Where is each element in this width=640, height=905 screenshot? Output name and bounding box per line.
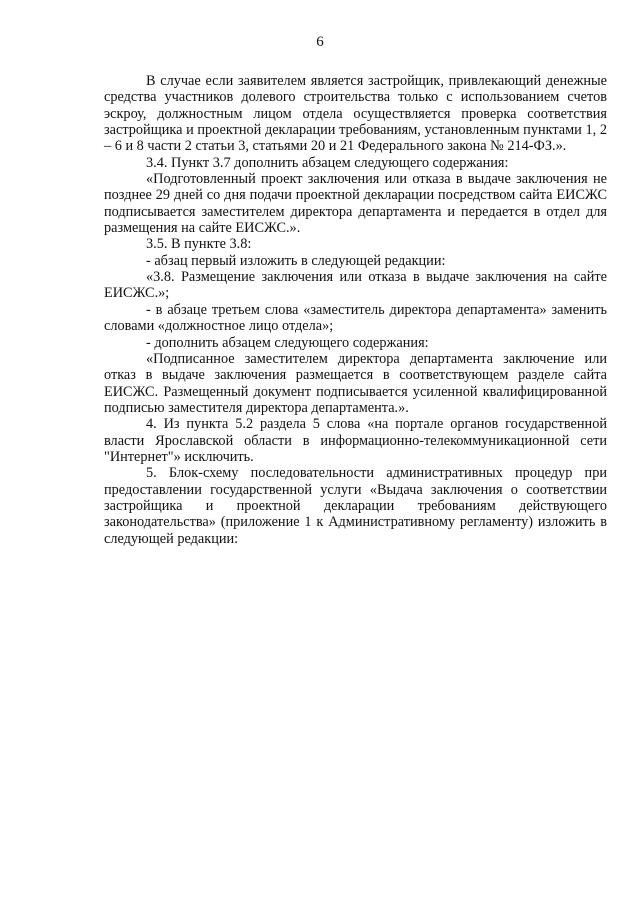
paragraph-escrow-check: В случае если заявителем является застройщик, привлекающий денежные средства участников долевого строительства только с использованием счетов эскроу, должностным лицом отдела осуществляется проверка соответствия застройщика и проектной декларации требованиям, установленным пунктами 1, 2 – 6 и 8 части 2 статьи 3, статьями 20 и 21 Федерального закона № 214-ФЗ.». xyxy=(104,73,607,155)
paragraph-4: 4. Из пункта 5.2 раздела 5 слова «на портале органов государственной власти Ярославской области в информационно-телекоммуникационной сети "Интернет"» исключить. xyxy=(104,416,607,465)
paragraph-3-7-addition: «Подготовленный проект заключения или отказа в выдаче заключения не позднее 29 дней со дня подачи проектной декларации посредством сайта ЕИСЖС подписывается заместителем директора департамента и передается в отдел для размещения на сайте ЕИСЖС.». xyxy=(104,171,607,237)
document-body xyxy=(104,73,607,547)
paragraph-add-abzac: - дополнить абзацем следующего содержания: xyxy=(146,334,429,351)
paragraph-3-4: 3.4. Пункт 3.7 дополнить абзацем следующего содержания: xyxy=(146,154,509,171)
paragraph-first-abzac: - абзац первый изложить в следующей редакции: xyxy=(146,252,446,269)
paragraph-3-5: 3.5. В пункте 3.8: xyxy=(146,236,252,253)
paragraph-signed-conclusion: «Подписанное заместителем директора департамента заключение или отказ в выдаче заключения размещается в соответствующем разделе сайта ЕИСЖС. Размещенный документ подписывается усиленной квалифицированной подписью заместителя директора департамента.». xyxy=(104,350,607,416)
paragraph-third-abzac: - в абзаце третьем слова «заместитель директора департамента» заменить словами «должностное лицо отдела»; xyxy=(104,301,607,335)
paragraph-3-8-new-title: «3.8. Размещение заключения или отказа в выдаче заключения на сайте ЕИСЖС.»; xyxy=(104,269,607,302)
page-number: 6 xyxy=(316,34,324,50)
paragraph-5: 5. Блок-схему последовательности административных процедур при предоставлении государственной услуги «Выдача заключения о соответствии застройщика и проектной декларации требованиям действующего законодательства» (приложение 1 к Административному регламенту) изложить в следующей редакции: xyxy=(104,465,607,547)
